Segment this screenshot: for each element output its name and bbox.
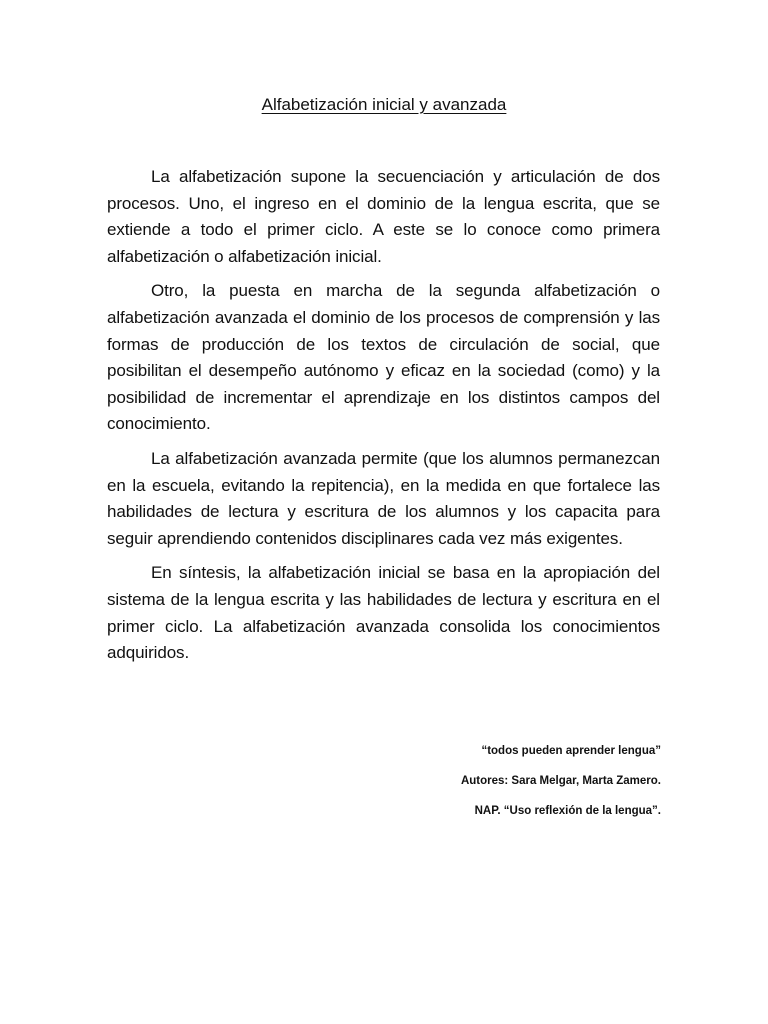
paragraph-1: La alfabetización supone la secuenciación y articulación de dos procesos. Uno, el ingreso en el dominio de la lengua escrita, que se extiende a todo el primer ciclo. A este se lo conoce como primera alfabetización o alfabetización inicial. xyxy=(107,167,660,266)
citation-block xyxy=(461,736,661,826)
citation-source: NAP. “Uso reflexión de la lengua”. xyxy=(474,805,661,817)
citation-authors: Autores: Sara Melgar, Marta Zamero. xyxy=(460,775,661,787)
body-text xyxy=(107,164,660,675)
page-title: Alfabetización inicial y avanzada xyxy=(261,95,507,114)
citation-book-title: “todos pueden aprender lengua” xyxy=(481,745,661,757)
paragraph-4: En síntesis, la alfabetización inicial se basa en la apropiación del sistema de la lengua escrita y las habilidades de lectura y escritura en el primer ciclo. La alfabetización avanzada consolida los conocimientos adquiridos. xyxy=(107,563,660,663)
paragraph-3: La alfabetización avanzada permite (que los alumnos permanezcan en la escuela, evitando la repitencia), en la medida en que fortalece las habilidades de lectura y escritura de los alumnos y los capacita para seguir aprendiendo contenidos disciplinares cada vez más exigentes. xyxy=(107,448,660,548)
paragraph-2: Otro, la puesta en marcha de la segunda alfabetización o alfabetización avanzada el dominio de los procesos de comprensión y las formas de producción de los textos de circulación de social, que posibilitan el desempeño autónomo y eficaz en la sociedad (como) y la posibilidad de incrementar el aprendizaje en los distintos campos del conocimiento. xyxy=(107,281,660,434)
